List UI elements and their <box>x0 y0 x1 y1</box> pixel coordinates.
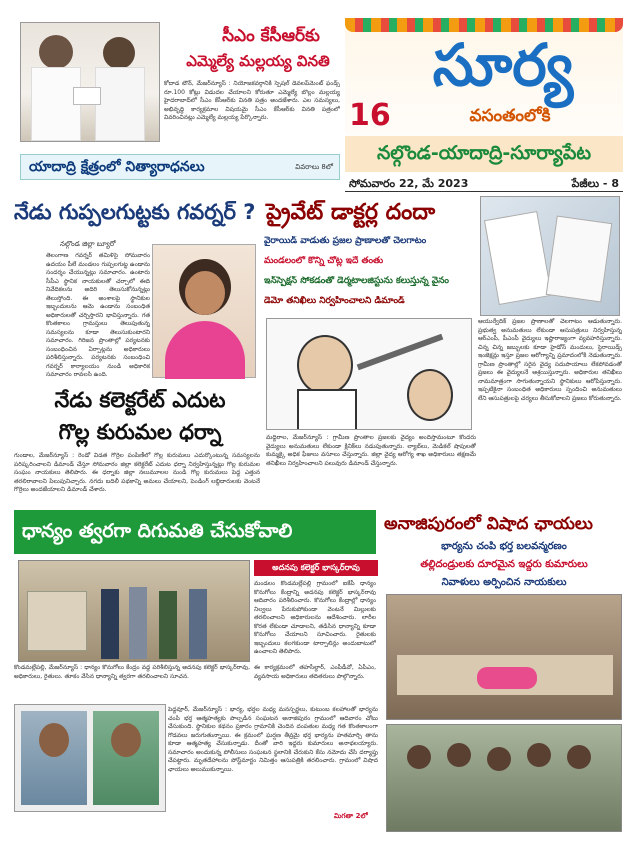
grain-headline: ధాన్యం త్వరగా దిగుమతి చేసుకోవాలి <box>22 520 293 542</box>
doctors-story-body-bottom: మద్దిరాల, మేజర్‌న్యూస్ : గ్రామీణ ప్రాంతాల ప్రజలకు వైద్యం అందిస్తామంటూ కొందరు వైద్యులు అనుమతులు లేకుండా క్లినిక్‌లు నడుపుతున్నారు. ల్యాబ్‌లు, మెడికల్ షాపులతో కుమ్మక్కై అధిక ఫీజులు వసూలు చేస్తున్నారు. జిల్లా వైద్య ఆరోగ్య శాఖ అధికారులు తక్షణమే తనిఖీలు నిర్వహించాలని పలువురు డిమాండ్ చేస్తున్నారు. <box>266 434 476 467</box>
grain-photo <box>18 560 250 662</box>
collectorate-headline-line1: నేడు కలెక్టరేట్ ఎదుట <box>54 388 226 412</box>
collectorate-headline-line2: గొల్ల కురుమల ధర్నా <box>58 420 222 444</box>
date-line <box>345 176 623 192</box>
doctors-deck-4: డెమో తనిఖీలు నిర్వహించాలని డిమాండ్ <box>264 296 405 306</box>
anajipuram-headline: అనాజిపురంలో విషాద ఛాయలు <box>384 514 593 534</box>
grain-photo-caption: కొండమల్లేపల్లి, మేజర్‌న్యూస్ : ధాన్యం కొనుగోలు కేంద్రం వద్ద పరిశీలిస్తున్న అదనపు కలెక్టర్ భాస్కర్‌రావు, అధికారులు, రైతులు. తూకం వేసిన ధాన్యాన్ని త్వరగా తరలించాలని సూచన. <box>14 664 250 680</box>
doctors-headline: ప్రైవేట్ డాక్టర్ల దందా <box>266 200 436 225</box>
doctors-deck-2: మండలంలో కొన్ని చోట్ల ఇదే తంతు <box>264 256 384 266</box>
masthead-title: సూర్య <box>432 31 574 99</box>
husband-photo <box>21 711 87 805</box>
grain-byline: అదనపు కలెక్టర్ భాస్కర్‌రావు <box>254 560 378 576</box>
doctors-story-body-right: ఆయుర్వేదిక్ ప్రజల ప్రాణాలతో చెలగాటం ఆడుతున్నారు. ప్రభుత్వ అనుమతులు లేకుండా ఆసుపత్రులు నిర్వహిస్తున్న ఆర్ఎంపీ, పీఎంపీ వైద్యులు ఇష్టారాజ్యంగా వ్యవహరిస్తున్నారు. చిన్న చిన్న జబ్బులకు కూడా హైడోస్ మందులు, స్టెరాయిడ్స్ ఇంజెక్షన్లు ఇస్తూ ప్రజల ఆరోగ్యాన్ని ప్రమాదంలోకి నెడుతున్నారు. గ్రామీణ ప్రాంతాల్లో సరైన వైద్య సదుపాయాలు లేకపోవడంతో ప్రజలు ఈ వైద్యులనే ఆశ్రయిస్తున్నారు. అధికారుల తనిఖీలు నామమాత్రంగా సాగుతున్నాయని స్థానికులు ఆరోపిస్తున్నారు. ఇప్పటికైనా సంబంధిత అధికారులు స్పందించి అనుమతులు లేని ఆసుపత్రులపై చర్యలు తీసుకోవాలని ప్రజలు కోరుతున్నారు. <box>478 318 622 402</box>
governor-photo <box>152 244 256 378</box>
doctors-deck-3: ఇన్‌స్పెక్షన్ సోకడంతో డెర్మటాలజిస్టును కలుస్తున్న వైనం <box>264 276 449 286</box>
doctors-deck-1: వైరాయిడ్ వాడుతు ప్రజల ప్రాణాలతో చెలగాటం <box>264 236 427 246</box>
anajipuram-deck-2: తల్లిదండ్రులకు దూరమైన ఇద్దరు కుమారులు <box>420 559 588 570</box>
kcr-meeting-photo <box>20 22 160 142</box>
tribute-photo-1 <box>386 594 622 720</box>
grain-story-body-right: మండలం కొండమల్లేపల్లి గ్రామంలో ఐకేపీ ధాన్యం కొనుగోలు కేంద్రాన్ని అదనపు కలెక్టర్ భాస్కర్‌రావు ఆదివారం పరిశీలించారు. కొనుగోలు కేంద్రాల్లో ధాన్యం నిల్వలు పేరుకుపోకుండా వెంటనే మిల్లులకు తరలించాలని అధికారులను ఆదేశించారు. లారీల కొరత లేకుండా చూడాలని, తడిసిన ధాన్యాన్ని కూడా కొనుగోలు చేయాలని సూచించారు. రైతులకు ఇబ్బందులు కలగకుండా టార్పాలిన్లు అందుబాటులో ఉంచాలని తెలిపారు. <box>254 580 376 655</box>
masthead <box>345 18 623 174</box>
anajipuram-deck-1: భార్యను చంపి భర్త బలవన్మరణం <box>441 541 567 552</box>
anniversary-number: 16 <box>349 98 391 133</box>
couple-photos-box <box>14 704 166 812</box>
anniversary-text: వసంతంలోకి <box>469 106 551 126</box>
doctor-cartoon <box>266 318 472 430</box>
governor-headline: నేడు గుప్పలగుట్టకు గవర్నర్ ? <box>14 200 256 224</box>
masthead-tagline: నల్గొండ-యాదాద్రి-సూర్యాపేట <box>376 142 592 164</box>
anajipuram-story-body: పెద్దవూర్, మేజర్‌న్యూస్ : భార్య, భర్తల మధ్య మనస్పర్థలు, కుటుంబ కలహాలతో భార్యను చంపి భర్త ఆత్మహత్యకు పాల్పడిన సంఘటన అనాజిపురం గ్రామంలో ఆదివారం చోటు చేసుకుంది. స్థానికుల కథనం ప్రకారం గ్రామానికి చెందిన దంపతుల మధ్య గత కొంతకాలంగా గొడవలు జరుగుతున్నాయి. ఈ క్రమంలో ఘర్షణ తీవ్రమై భర్త భార్యను హతమార్చి తాను కూడా ఆత్మహత్య చేసుకున్నాడు. దీంతో వారి ఇద్దరు కుమారులు అనాథలయ్యారు. సమాచారం అందుకున్న పోలీసులు సంఘటన స్థలానికి చేరుకుని కేసు నమోదు చేసి దర్యాప్తు చేపట్టారు. మృతదేహాలను పోస్ట్‌మార్టం నిమిత్తం ఆసుపత్రికి తరలించారు. గ్రామంలో విషాద ఛాయలు అలుముకున్నాయి. <box>168 706 378 773</box>
governor-story-body: తెలంగాణ గవర్నర్ తమిళిసై సోమవారం ఉదయం పీలే మండలం గుప్పలగుట్ట ఉండాను సందర్శం చేయున్నట్లు సమాచారం. ఉంటారు సీపీఎ స్థానిక నాయకులతో చర్చాలో ఈది నివేదికలను అదిరి తెలుసుకోనున్నట్లు తెలుస్తోంది. ఈ అంశాలపై స్థానికుల ఇబ్బందులను ఆమె ఉండాను సంబంధిత అధికారులతో చర్చిస్తారని భావిస్తున్నారు. గత కొంతకాలం గ్రామస్తులు తెలుపుతున్న సమస్యలను కూడా తెలుసుకుంటారని సమాచారం. గిరిజన ప్రాంతాల్లో పర్యటనకు సంబంధించిన ఏర్పాట్లను అధికారులు పరిశీలిస్తున్నారు. పర్యటనకు సంబంధించి గవర్నర్ కార్యాలయం నుండి అధికారిక సమాచారం రావలసి ఉంది. <box>46 252 150 378</box>
yadadri-strip-text: యాదాద్రి క్షేత్రంలో నిత్యారాధనలు <box>29 159 205 175</box>
kcr-story-body: కోదాడ టౌన్, మేజర్‌న్యూస్ : నియోజకవర్గానికి స్పెషల్ డెవలప్‌మెంట్ ఫండ్స్ రూ.100 కోట్లు విడుదల చేయాలని కోరుతూ ఎమ్మెల్యే బొల్లం మల్లయ్య హైదరాబాద్‌లో సీఎం కేసీఆర్‌కు వినతి పత్రం అందజేశారు. ఎల సమస్యలు, అభివృద్ధి కార్యక్రమాల విషయమై సీఎం కేసీఆర్‌కు వినతి పత్రంలో వివరించినట్లు ఎమ్మెల్యే మల్లయ్య పేర్కొన్నారు. <box>164 80 340 121</box>
tribute-photo-2 <box>386 724 622 832</box>
wife-photo <box>93 711 159 805</box>
anajipuram-deck-3: నివాళులు అర్పించిన నాయకులు <box>441 577 567 588</box>
kcr-headline-line2: ఎమ్మెల్యే మల్లయ్య వినతి <box>186 52 330 70</box>
anajipuram-continued: మిగతా 2లో <box>334 812 368 820</box>
page-count: పేజీలు - 8 <box>571 177 619 190</box>
anniversary-badge <box>349 98 397 138</box>
flower-garland <box>345 18 623 32</box>
governor-dateline: నల్గొండ జిల్లా బ్యూరో <box>60 240 116 248</box>
grain-story-body-bottom: ఈ కార్యక్రమంలో తహసీల్దార్, ఎంపీడీవో, ఏపీఎం, వ్యవసాయ అధికారులు తదితరులు పాల్గొన్నారు. <box>254 664 376 680</box>
yadadri-strip <box>20 154 340 180</box>
medicine-strips-photo <box>480 196 620 316</box>
masthead-tagline-bar <box>345 136 623 172</box>
collectorate-story-body: గుండాల, మేజర్‌న్యూస్ : రెండో విడత గొర్రెల పంపిణీలో గొల్ల కురుమలు ఎదుర్కొంటున్న సమస్యలను పరిష్కరించాలని డిమాండ్ చేస్తూ సోమవారం జిల్లా కలెక్టరేట్ ఎదుట ధర్నా నిర్వహిస్తున్నట్లు గొల్ల కురుమల సంఘం నాయకులు తెలిపారు. ఈ ధర్నాకు జిల్లా నలుమూలల నుండి గొల్ల కురుమలు పెద్ద ఎత్తున తరలిరావాలని పిలుపునిచ్చారు. నగదు బదిలీ పథకాన్ని అమలు చేయాలని, పెండింగ్ లబ్దిదారులకు వెంటనే గొర్రెలు అందజేయాలని డిమాండ్ చేశారు. <box>14 452 260 493</box>
issue-date: సోమవారం 22, మే 2023 <box>349 177 469 190</box>
kcr-headline-line1: సీఎం కేసీఆర్‌కు <box>222 26 320 46</box>
yadadri-strip-ref: వివరాలు 8లో <box>295 163 333 171</box>
grain-headline-bar <box>14 510 376 554</box>
